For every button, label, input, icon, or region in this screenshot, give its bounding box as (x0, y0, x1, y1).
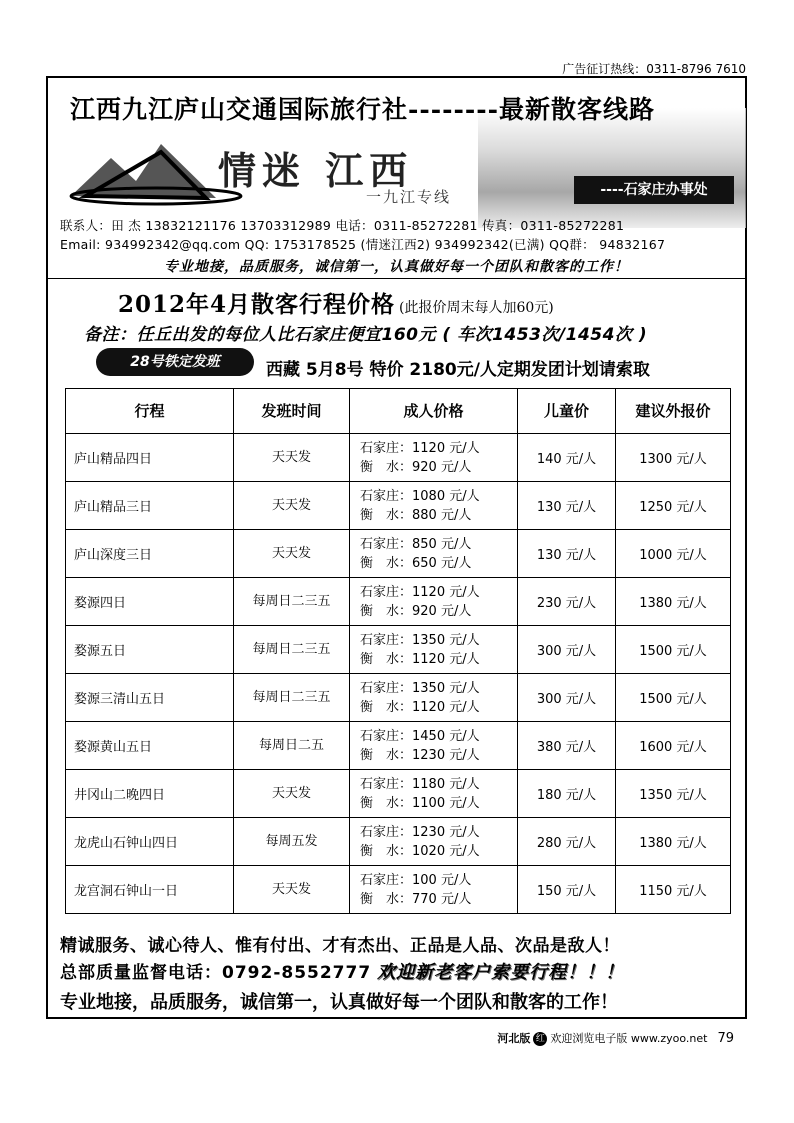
child-price-cell: 380 元/人 (518, 722, 616, 770)
schedule-cell: 天天发 (234, 434, 350, 482)
edition-badge: 红 (533, 1032, 547, 1046)
slogan-top: 专业地接，品质服务，诚信第一，认真做好每一个团队和散客的工作！ (164, 259, 629, 275)
child-price-cell: 150 元/人 (518, 866, 616, 914)
suggested-price-cell: 1500 元/人 (616, 626, 731, 674)
route-cell: 婺源三清山五日 (66, 674, 234, 722)
departure-badge: 28号铁定发班 (96, 348, 254, 376)
table-row (66, 626, 731, 674)
schedule-cell: 每周日二三五 (234, 578, 350, 626)
child-price-cell: 140 元/人 (518, 434, 616, 482)
route-cell: 庐山精品四日 (66, 434, 234, 482)
adult-price-shijiazhuang: 石家庄：1080 元/人 (360, 488, 480, 504)
contact-line-2: Email: 934992342@qq.com QQ: 1753178525 (情迷江西2) 934992342(已满) QQ群： 94832167 (60, 237, 666, 252)
route-cell: 婺源黄山五日 (66, 722, 234, 770)
table-row (66, 674, 731, 722)
footer-hotline (60, 958, 624, 984)
header-time: 发班时间 (234, 389, 350, 434)
route-cell: 龙虎山石钟山四日 (66, 818, 234, 866)
table-row (66, 866, 731, 914)
suggested-price-cell: 1000 元/人 (616, 530, 731, 578)
adult-price-cell (350, 434, 518, 482)
adult-price-cell (350, 626, 518, 674)
suggested-price-cell: 1150 元/人 (616, 866, 731, 914)
table-row (66, 818, 731, 866)
logo-subtitle: 一九江专线 (366, 188, 452, 206)
page-footer (497, 1030, 734, 1046)
adult-price-shijiazhuang: 石家庄：1350 元/人 (360, 632, 480, 648)
price-table (65, 388, 731, 914)
ad-hotline: 广告征订热线：0311-8796 7610 (562, 62, 746, 76)
adult-price-cell (350, 578, 518, 626)
adult-price-hengshui: 衡 水：650 元/人 (360, 555, 472, 571)
adult-price-cell (350, 674, 518, 722)
suggested-price-cell: 1600 元/人 (616, 722, 731, 770)
route-cell: 龙宫洞石钟山一日 (66, 866, 234, 914)
suggested-price-cell: 1300 元/人 (616, 434, 731, 482)
adult-price-cell (350, 866, 518, 914)
adult-price-shijiazhuang: 石家庄：100 元/人 (360, 872, 472, 888)
adult-price-hengshui: 衡 水：1100 元/人 (360, 795, 480, 811)
child-price-cell: 300 元/人 (518, 626, 616, 674)
schedule-cell: 天天发 (234, 482, 350, 530)
table-row (66, 578, 731, 626)
route-cell: 婺源五日 (66, 626, 234, 674)
special-offer: 西藏 5月8号 特价 2180元/人定期发团计划请索取 (266, 360, 650, 380)
schedule-cell: 天天发 (234, 866, 350, 914)
suggested-price-cell: 1380 元/人 (616, 818, 731, 866)
schedule-cell: 每周五发 (234, 818, 350, 866)
route-cell: 庐山深度三日 (66, 530, 234, 578)
suggested-price-cell: 1250 元/人 (616, 482, 731, 530)
edition: 河北版 (497, 1032, 531, 1045)
page-number: 79 (717, 1031, 734, 1046)
ad-frame (46, 76, 747, 1019)
header-child: 儿童价 (518, 389, 616, 434)
adult-price-cell (350, 530, 518, 578)
route-cell: 婺源四日 (66, 578, 234, 626)
route-cell: 井冈山二晚四日 (66, 770, 234, 818)
table-row (66, 770, 731, 818)
banner-background (478, 108, 746, 228)
schedule-cell: 每周日二五 (234, 722, 350, 770)
divider (48, 278, 745, 279)
child-price-cell: 230 元/人 (518, 578, 616, 626)
headline: 江西九江庐山交通国际旅行社--------最新散客线路 (70, 95, 656, 124)
table-header-row (66, 389, 731, 434)
child-price-cell: 300 元/人 (518, 674, 616, 722)
route-cell: 庐山精品三日 (66, 482, 234, 530)
adult-price-hengshui: 衡 水：1230 元/人 (360, 747, 480, 763)
office-label: ----石家庄办事处 (574, 176, 734, 204)
quality-hotline: 总部质量监督电话：0792-8552777 (60, 963, 372, 983)
schedule-cell: 每周日二三五 (234, 674, 350, 722)
suggested-price-cell: 1500 元/人 (616, 674, 731, 722)
adult-price-shijiazhuang: 石家庄：1120 元/人 (360, 584, 480, 600)
suggested-price-cell: 1350 元/人 (616, 770, 731, 818)
adult-price-hengshui: 衡 水：1120 元/人 (360, 651, 480, 667)
adult-price-shijiazhuang: 石家庄：1350 元/人 (360, 680, 480, 696)
logo-text: 情迷 江西 (218, 148, 414, 193)
schedule-cell: 天天发 (234, 770, 350, 818)
page-title (118, 286, 554, 319)
child-price-cell: 130 元/人 (518, 530, 616, 578)
adult-price-hengshui: 衡 水：1120 元/人 (360, 699, 480, 715)
header-extra: 建议外报价 (616, 389, 731, 434)
header-adult: 成人价格 (350, 389, 518, 434)
adult-price-shijiazhuang: 石家庄：1180 元/人 (360, 776, 480, 792)
child-price-cell: 130 元/人 (518, 482, 616, 530)
adult-price-hengshui: 衡 水：770 元/人 (360, 891, 472, 907)
remark: 备注：任丘出发的每位人比石家庄便宜160元 ( 车次1453次/1454次 ) (84, 325, 648, 345)
welcome-text: 欢迎新老客户索要行程！！！ (377, 962, 625, 983)
adult-price-hengshui: 衡 水：920 元/人 (360, 603, 472, 619)
table-row (66, 530, 731, 578)
adult-price-shijiazhuang: 石家庄：850 元/人 (360, 536, 472, 552)
adult-price-shijiazhuang: 石家庄：1230 元/人 (360, 824, 480, 840)
adult-price-shijiazhuang: 石家庄：1450 元/人 (360, 728, 480, 744)
adult-price-hengshui: 衡 水：920 元/人 (360, 459, 472, 475)
adult-price-cell (350, 722, 518, 770)
child-price-cell: 180 元/人 (518, 770, 616, 818)
footer-slogan: 专业地接，品质服务，诚信第一，认真做好每一个团队和散客的工作！ (60, 992, 618, 1013)
title-main: 2012年4月散客行程价格 (118, 291, 396, 318)
suggested-price-cell: 1380 元/人 (616, 578, 731, 626)
schedule-cell: 每周日二三五 (234, 626, 350, 674)
table-row (66, 434, 731, 482)
schedule-cell: 天天发 (234, 530, 350, 578)
child-price-cell: 280 元/人 (518, 818, 616, 866)
adult-price-hengshui: 衡 水：880 元/人 (360, 507, 472, 523)
adult-price-cell (350, 482, 518, 530)
table-row (66, 722, 731, 770)
title-note: (此报价周末每人加60元) (399, 300, 554, 316)
contact-line-1: 联系人：田 杰 13832121176 13703312989 电话：0311-85272281 传真：0311-85272281 (60, 218, 625, 233)
header-route: 行程 (66, 389, 234, 434)
adult-price-cell (350, 818, 518, 866)
adult-price-shijiazhuang: 石家庄：1120 元/人 (360, 440, 480, 456)
footer-motto: 精诚服务、诚心待人、惟有付出、才有杰出、正品是人品、次品是敌人！ (60, 936, 620, 956)
table-row (66, 482, 731, 530)
site-link[interactable]: 欢迎浏览电子版 www.zyoo.net (550, 1032, 708, 1045)
adult-price-cell (350, 770, 518, 818)
adult-price-hengshui: 衡 水：1020 元/人 (360, 843, 480, 859)
